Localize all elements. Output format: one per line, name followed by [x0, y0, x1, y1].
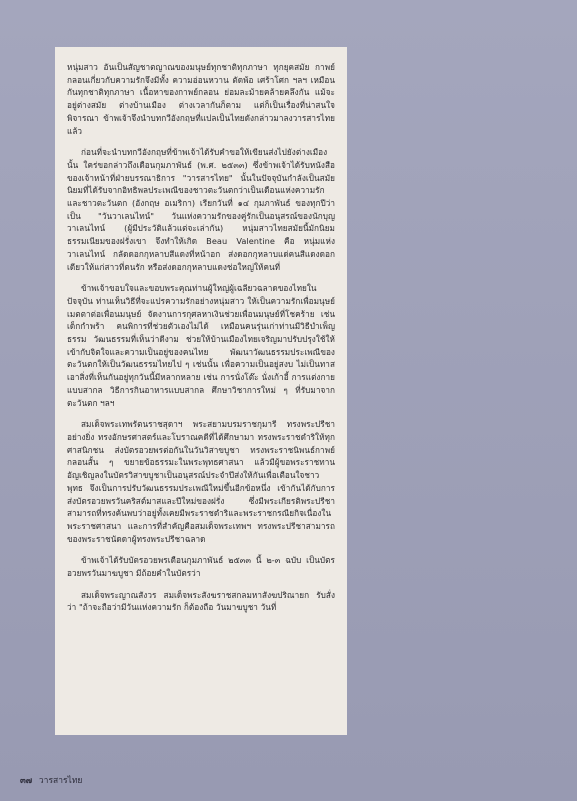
article-paragraph: ข้าพเจ้าได้รับบัตรอวยพรเดือนกุมภาพันธ์ ๒๕๓๓ นี้ ๒-๓ ฉบับ เป็นบัตรอวยพรวันมาฆบูชา มีถ้อยคำในบัตรว่า: [67, 555, 335, 579]
article-paragraph: ก่อนที่จะนำบทกวีอังกฤษที่ข้าพเจ้าได้รับคำขอให้เขียนส่งไปยังต่างเมืองนั้น ใคร่ขอกล่าวถึงเดือนกุมภาพันธ์ (พ.ศ. ๒๕๓๓) ซึ่งข้าพเจ้าได้รับหนังสือของเจ้าหน้าที่ฝ่ายบรรณาธิการ "วารสารไทย" นั้นในปัจจุบันกำลังเป็นสมัยนิยมที่ได้รับจากอิทธิพลประเพณีของชาวตะวันตกว่าเป็นเดือนแห่งความรัก และชาวตะวันตก (อังกฤษ อเมริกา) เรียกวันที่ ๑๔ กุมภาพันธ์ ของทุกปีว่าเป็น "วันวาเลนไทน์" วันแห่งความรักของคู่รักเป็นอนุสรณ์ของนักบุญวาเลนไทน์ (ผู้มีประวัติแล้วแต่จะเล่ากัน) หนุ่มสาวไทยสมัยนี้มักนิยมธรรมเนียมของฝรั่งเขา จึงทำให้เกิด Beau Valentine คือ หนุ่มแห่งวาเลนไทน์ กลัดดอกกุหลาบสีแดงที่หน้าอก ส่งดอกกุหลาบแด่คนสีแดงดอกเดียวให้แก่สาวที่ตนรัก หรือส่งดอกกุหลาบแดงช่อใหญ่ให้คนที่: [67, 147, 335, 272]
article-paragraph: สมเด็จพระเทพรัตนราชสุดาฯ พระสยามบรมราชกุมารี ทรงพระปรีชาอย่างยิ่ง ทรงอักษรศาสตร์และโบราณคดีที่ได้ศึกษามา ทรงพระราชดำริให้ทุกศาสนิกชน ส่งบัตรอวยพรต่อกันในวันวิสาขบูชา ทรงพระราชนิพนธ์กาพย์กลอนสั้น ๆ ขยายข้อธรรมะในพระพุทธศาสนา แล้วมีผู้ขอพระราชทานอัญเชิญลงในบัตรวิสาขบูชาเป็นอนุสรณ์ประจำปีส่งให้กันเพื่อเตือนใจชาวพุทธ จึงเป็นการปรับวัฒนธรรมประเพณีใหม่ขึ้นอีกข้อหนึ่ง เข้ากันได้กับการส่งบัตรอวยพรวันคริสต์มาสและปีใหม่ของฝรั่ง ซึ่งมีพระเกียรติพระปรีชาสามารถที่ทรงค้นพบว่าอยู่ทั้งเคยมีพระราชดำริและพระราชกรณียกิจเนื่องในพระราชศาสนา และการที่สำคัญคือสมเด็จพระเทพฯ ทรงพระปรีชาสามารถของพระราชนัดดาผู้ทรงพระปรีชาฉลาด: [67, 419, 335, 544]
page-number: ๓๗: [20, 776, 33, 786]
publication-name: วารสารไทย: [38, 776, 83, 786]
article-text-panel: [55, 47, 347, 735]
article-paragraph: สมเด็จพระญาณสังวร สมเด็จพระสังฆราชสกลมหาสังฆปริณายก รับสั่งว่า "ถ้าจะถือว่ามีวันแห่งความรัก ก็ต้องถือ วันมาฆบูชา วันที่: [67, 589, 335, 613]
page-footer: [20, 773, 82, 787]
article-paragraph: ข้าพเจ้าขอบใจและขอบพระคุณท่านผู้ใหญ่ผู้เฉลียวฉลาดของไทยในปัจจุบัน ท่านเห็นวิธีที่จะแปรความรักอย่างหนุ่มสาว ให้เป็นความรักเพื่อมนุษย์ เมตตาต่อเพื่อนมนุษย์ จัดงานการกุศลหาเงินช่วยเพื่อนมนุษย์ที่โชคร้าย เช่น เด็กกำพร้า คนพิการที่ช่วยตัวเองไม่ได้ เหมือนคนรุ่นเก่าท่านมีวิธีบำเพ็ญธรรม วัฒนธรรมที่เห็นว่าดีงาม ช่วยให้บ้านเมืองไทยเจริญมาปรับปรุงใช้ให้เข้ากับจิตใจและความเป็นอยู่ของคนไทย พัฒนาวัฒนธรรมประเพณีของตะวันตกให้เป็นวัฒนธรรมไทยไป ๆ เช่นนั้น เพื่อความเป็นอยู่สงบ ไม่เป็นทาสเอาสิ่งที่เห็นกันอยู่ทุกวันนี้มีหลากหลาย เช่น การนั่งโต๊ะ นั่งเก้าอี้ การแต่งกายแบบสากล วิธีการกินอาหารแบบสากล ศึกษาวิชาการใหม่ ๆ ที่รับมาจากตะวันตก ฯลฯ: [67, 283, 335, 408]
article-paragraph: หนุ่มสาว อันเป็นสัญชาตญาณของมนุษย์ทุกชาติทุกภาษา ทุกยุคสมัย กาพย์กลอนเกี่ยวกับความรักจึงมีทั้ง ความอ่อนหวาน ตัดพ้อ เศร้าโศก ฯลฯ เหมือนกันทุกชาติทุกภาษา เนื้อหาของกาพย์กลอน ย่อมละม้ายคล้ายคลึงกัน แม้จะอยู่ต่างสมัย ต่างบ้านเมือง ต่างเวลากันก็ตาม แต่ก็เป็นเรื่องที่น่าสนใจพิจารณา ข้าพเจ้าจึงนำบทกวีอังกฤษที่แปลเป็นไทยดังกล่าวมาลงวารสารไทยแล้ว: [67, 62, 335, 136]
